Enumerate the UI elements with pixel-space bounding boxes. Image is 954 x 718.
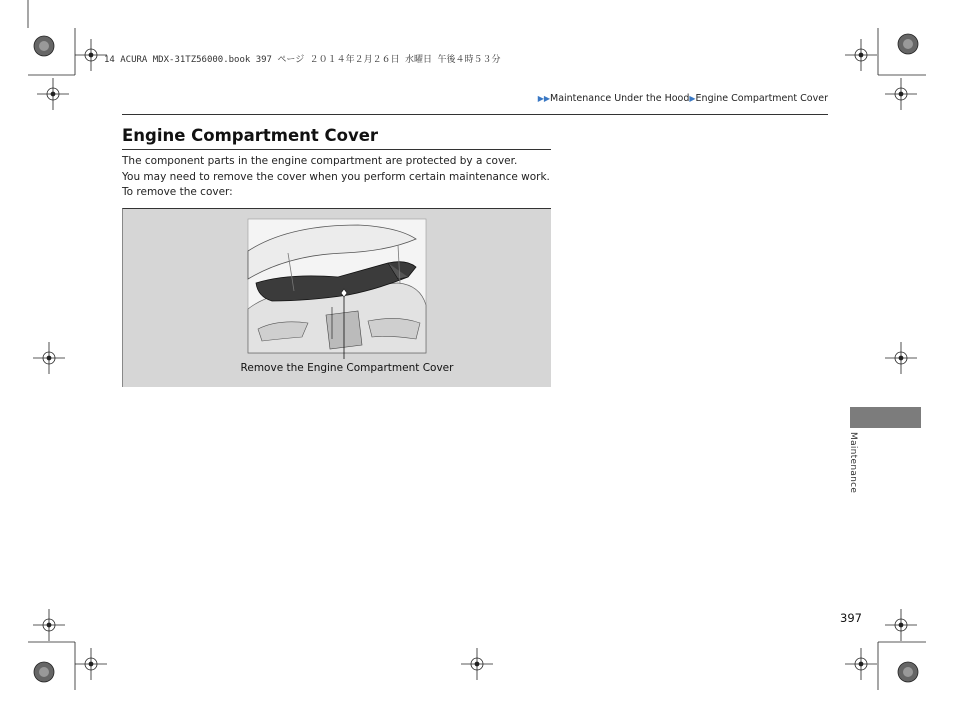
- title-rule: [122, 149, 551, 150]
- engine-bay-illustration: [123, 209, 551, 387]
- paragraph: You may need to remove the cover when you perform certain maintenance work.: [122, 170, 550, 183]
- figure-box: [122, 208, 551, 387]
- breadcrumb: [538, 93, 828, 104]
- section-tab-label: Maintenance: [848, 432, 858, 494]
- header-rule: [122, 114, 828, 115]
- paragraph: To remove the cover:: [122, 186, 233, 198]
- breadcrumb-item[interactable]: Maintenance Under the Hood: [550, 93, 690, 104]
- figure-caption: Remove the Engine Compartment Cover: [240, 362, 454, 374]
- breadcrumb-separator: ▶: [689, 94, 696, 103]
- section-tab[interactable]: [850, 407, 921, 428]
- page-number: 397: [840, 611, 862, 625]
- paragraph: The component parts in the engine compartment are protected by a cover.: [122, 155, 518, 167]
- breadcrumb-arrow-icon: ▶▶: [537, 94, 550, 103]
- breadcrumb-item[interactable]: Engine Compartment Cover: [695, 93, 828, 104]
- body-text: [122, 154, 562, 201]
- print-header: 14 ACURA MDX-31TZ56000.book 397 ページ ２０１４年２月２６日 水曜日 午後４時５３分: [104, 55, 501, 65]
- page-title: Engine Compartment Cover: [122, 126, 379, 145]
